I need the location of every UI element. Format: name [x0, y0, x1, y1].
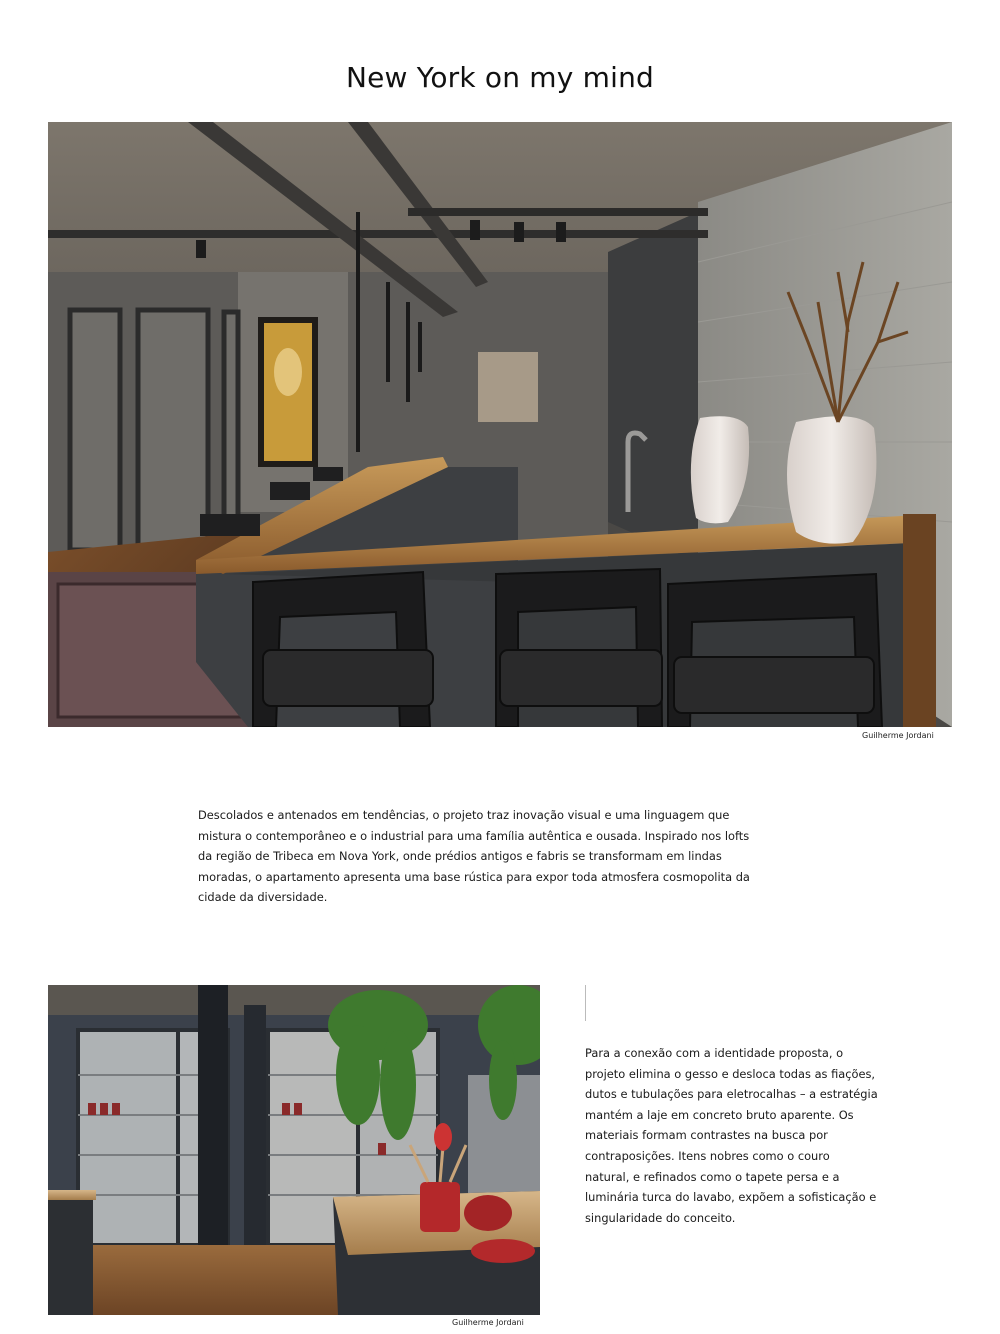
side-line: projeto elimina o gesso e desloca todas as fiações, — [585, 1066, 876, 1081]
side-line: materiais formam contrastes na busca por — [585, 1128, 828, 1143]
intro-line: da região de Tribeca em Nova York, onde prédios antigos e fabris se transformam em lindas — [198, 849, 722, 864]
side-line: natural, e refinados como o tapete persa e a — [585, 1169, 840, 1184]
side-line: luminária turca do lavabo, expõem a sofisticação e — [585, 1190, 877, 1205]
second-photo-credit: Guilherme Jordani — [452, 1318, 524, 1327]
column-divider — [585, 985, 586, 1021]
page-title: New York on my mind — [345, 60, 654, 94]
intro-line: Descolados e antenados em tendências, o projeto traz inovação visual e uma linguagem que — [198, 808, 730, 822]
glass-cabinet-photo — [48, 985, 540, 1315]
hero-photo — [48, 122, 952, 727]
side-line: contraposições. Itens nobres como o couro — [585, 1148, 830, 1163]
second-photo — [48, 985, 540, 1315]
kitchen-island-photo — [48, 122, 952, 727]
intro-line: moradas, o apartamento apresenta uma base rústica para expor toda atmosfera cosmopolita da — [198, 869, 750, 884]
side-paragraph — [585, 1043, 945, 1228]
intro-paragraph — [198, 805, 838, 908]
side-line: Para a conexão com a identidade proposta, o — [585, 1046, 844, 1060]
side-line: singularidade do conceito. — [585, 1210, 736, 1225]
side-line: mantém a laje em concreto bruto aparente. Os — [585, 1107, 854, 1122]
intro-line: mistura o contemporâneo e o industrial para uma família autêntica e ousada. Inspirado nos lofts — [198, 828, 750, 843]
intro-line: cidade da diversidade. — [198, 890, 328, 905]
hero-photo-credit: Guilherme Jordani — [862, 731, 934, 740]
side-line: dutos e tubulações para eletrocalhas – a estratégia — [585, 1087, 878, 1102]
